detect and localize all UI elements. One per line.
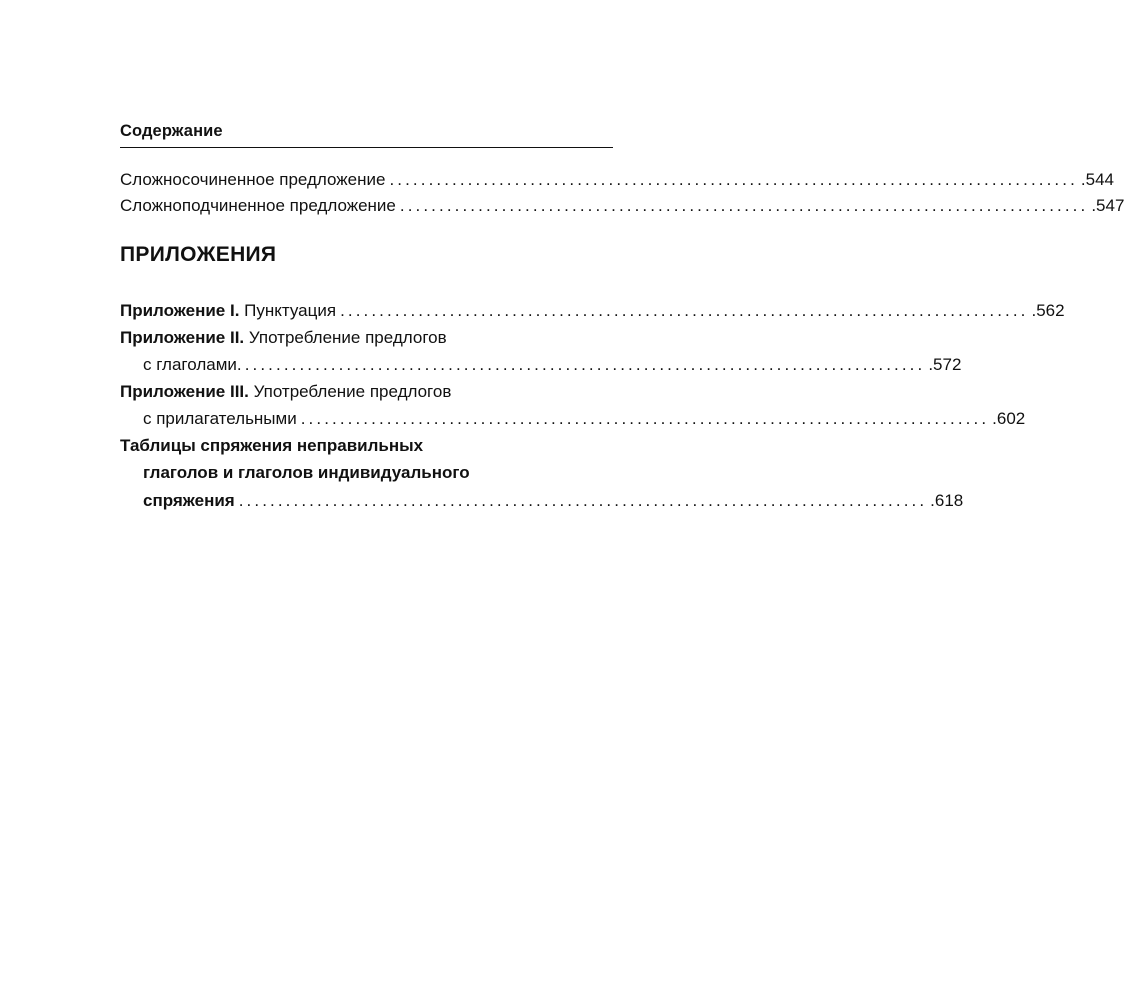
running-head-rule [120, 147, 613, 148]
toc-page-number: .618 [930, 491, 964, 510]
toc-entry-appendix-3[interactable] [120, 380, 602, 404]
toc-page-number: .572 [928, 355, 962, 374]
toc-entry-appendix-1[interactable] [120, 299, 1065, 323]
toc-entry-subtitle: Употребление предлогов [248, 382, 452, 401]
toc-page-number: .544 [1080, 170, 1114, 189]
toc-entry-tables-line3[interactable] [143, 489, 964, 513]
toc-entry-continuation: с прилагательными [143, 409, 297, 428]
toc-entry-tables-line2[interactable]: глаголов и глаголов индивидуального [143, 463, 470, 482]
toc-entry-title: Сложноподчиненное предложение [120, 196, 396, 215]
toc-entry[interactable] [120, 194, 1124, 218]
toc-entry-subtitle: Употребление предлогов [244, 328, 447, 347]
running-head: Содержание [120, 122, 223, 140]
toc-entry-title [120, 299, 336, 323]
toc-entry-subtitle: Пунктуация [239, 301, 337, 320]
toc-entry-title [120, 326, 447, 350]
toc-page-number: .602 [992, 409, 1026, 428]
toc-entry-tables-line1[interactable]: Таблицы спряжения неправильных [120, 436, 424, 455]
toc-entry-label: Приложение III. [120, 382, 249, 401]
toc-entry-title [120, 380, 451, 404]
toc-page-number: .547 [1091, 196, 1124, 215]
toc-entry-label: Приложение II. [120, 328, 245, 347]
toc-leader-dots: ........................................................................................ [340, 301, 1029, 320]
toc-leader-dots: ........................................................................................ [300, 409, 990, 428]
toc-leader-dots: ........................................................................................ [389, 170, 1078, 189]
toc-leader-dots: ........................................................................................ [236, 355, 926, 374]
toc-leader-dots: ........................................................................................ [399, 196, 1089, 215]
toc-entry-appendix-3-cont[interactable] [143, 407, 1026, 431]
toc-leader-dots: ........................................................................................ [238, 491, 928, 510]
toc-entry-appendix-2-cont[interactable] [143, 353, 962, 377]
toc-entry-continuation: с глаголами [143, 355, 237, 374]
toc-entry-continuation: спряжения [143, 491, 235, 510]
toc-entry-label: Приложение I. [120, 301, 240, 320]
toc-entry-appendix-2[interactable] [120, 326, 602, 350]
toc-entry-title: Сложносочиненное предложение [120, 170, 386, 189]
toc-page-number: .562 [1031, 301, 1065, 320]
section-heading: ПРИЛОЖЕНИЯ [120, 243, 277, 266]
toc-entry[interactable] [120, 168, 1114, 192]
